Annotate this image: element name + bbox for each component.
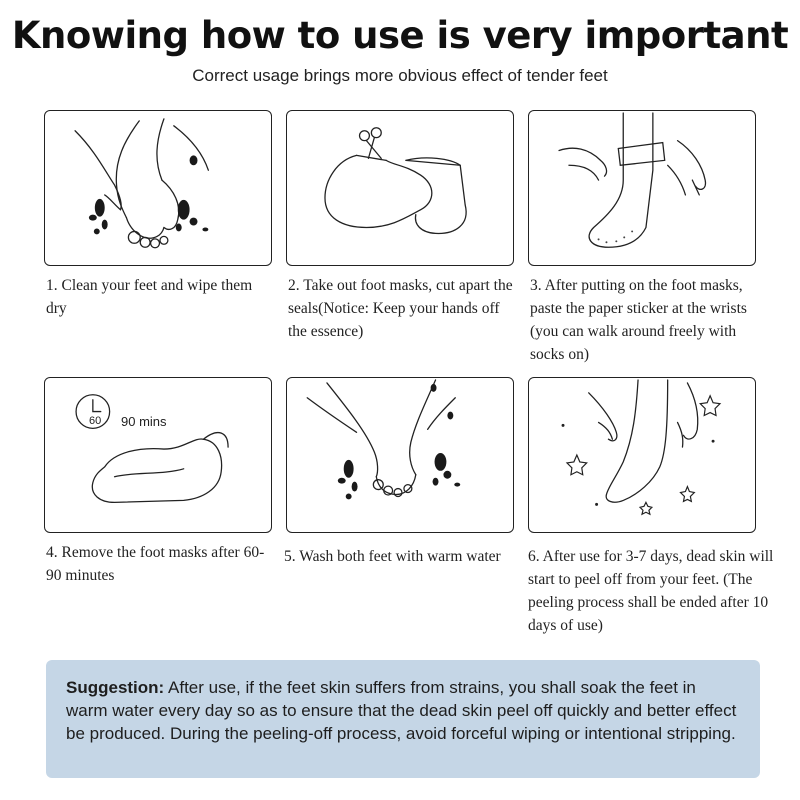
step-4-illustration — [44, 377, 272, 533]
peeling-feet-icon — [529, 378, 755, 532]
clock-number: 60 — [89, 415, 102, 427]
star-icon — [640, 502, 652, 514]
step-3-caption: 3. After putting on the foot masks, paste the paper sticker at the wrists (you can walk around freely with socks on) — [530, 277, 747, 363]
put-on-mask-icon — [529, 111, 755, 265]
duration-label: 90 mins — [121, 414, 167, 429]
step-6-illustration — [528, 377, 756, 533]
washing-feet-icon — [45, 111, 271, 265]
scissors-foot-mask-icon — [287, 111, 513, 265]
suggestion-label: Suggestion: — [66, 678, 165, 697]
step-5-illustration — [286, 377, 514, 533]
star-icon — [567, 455, 587, 475]
step-5-caption: 5. Wash both feet with warm water — [284, 548, 501, 565]
remove-mask-icon — [45, 378, 271, 532]
step-1-illustration — [44, 110, 272, 266]
step-4-caption: 4. Remove the foot masks after 60-90 minutes — [46, 544, 265, 584]
step-6-caption: 6. After use for 3-7 days, dead skin will start to peel off from your feet. (The peeling process shall be ended after 10 days of use) — [528, 548, 774, 634]
page-subtitle: Correct usage brings more obvious effect of tender feet — [192, 66, 608, 85]
suggestion-text: After use, if the feet skin suffers from strains, you shall soak the feet in warm water every day so as to ensure that the dead skin peel off quickly and better effect be produced. During the peeling-off process, avoid forceful wiping or intentional stripping. — [66, 678, 737, 743]
washing-feet-icon — [287, 378, 513, 532]
star-icon — [681, 487, 695, 502]
page-title: Knowing how to use is very important — [11, 14, 789, 57]
star-icon — [700, 396, 720, 416]
step-1-caption: 1. Clean your feet and wipe them dry — [46, 277, 253, 317]
step-2-caption: 2. Take out foot masks, cut apart the seals(Notice: Keep your hands off the essence) — [288, 277, 513, 340]
step-2-illustration — [286, 110, 514, 266]
step-3-illustration — [528, 110, 756, 266]
suggestion-box — [46, 660, 760, 778]
